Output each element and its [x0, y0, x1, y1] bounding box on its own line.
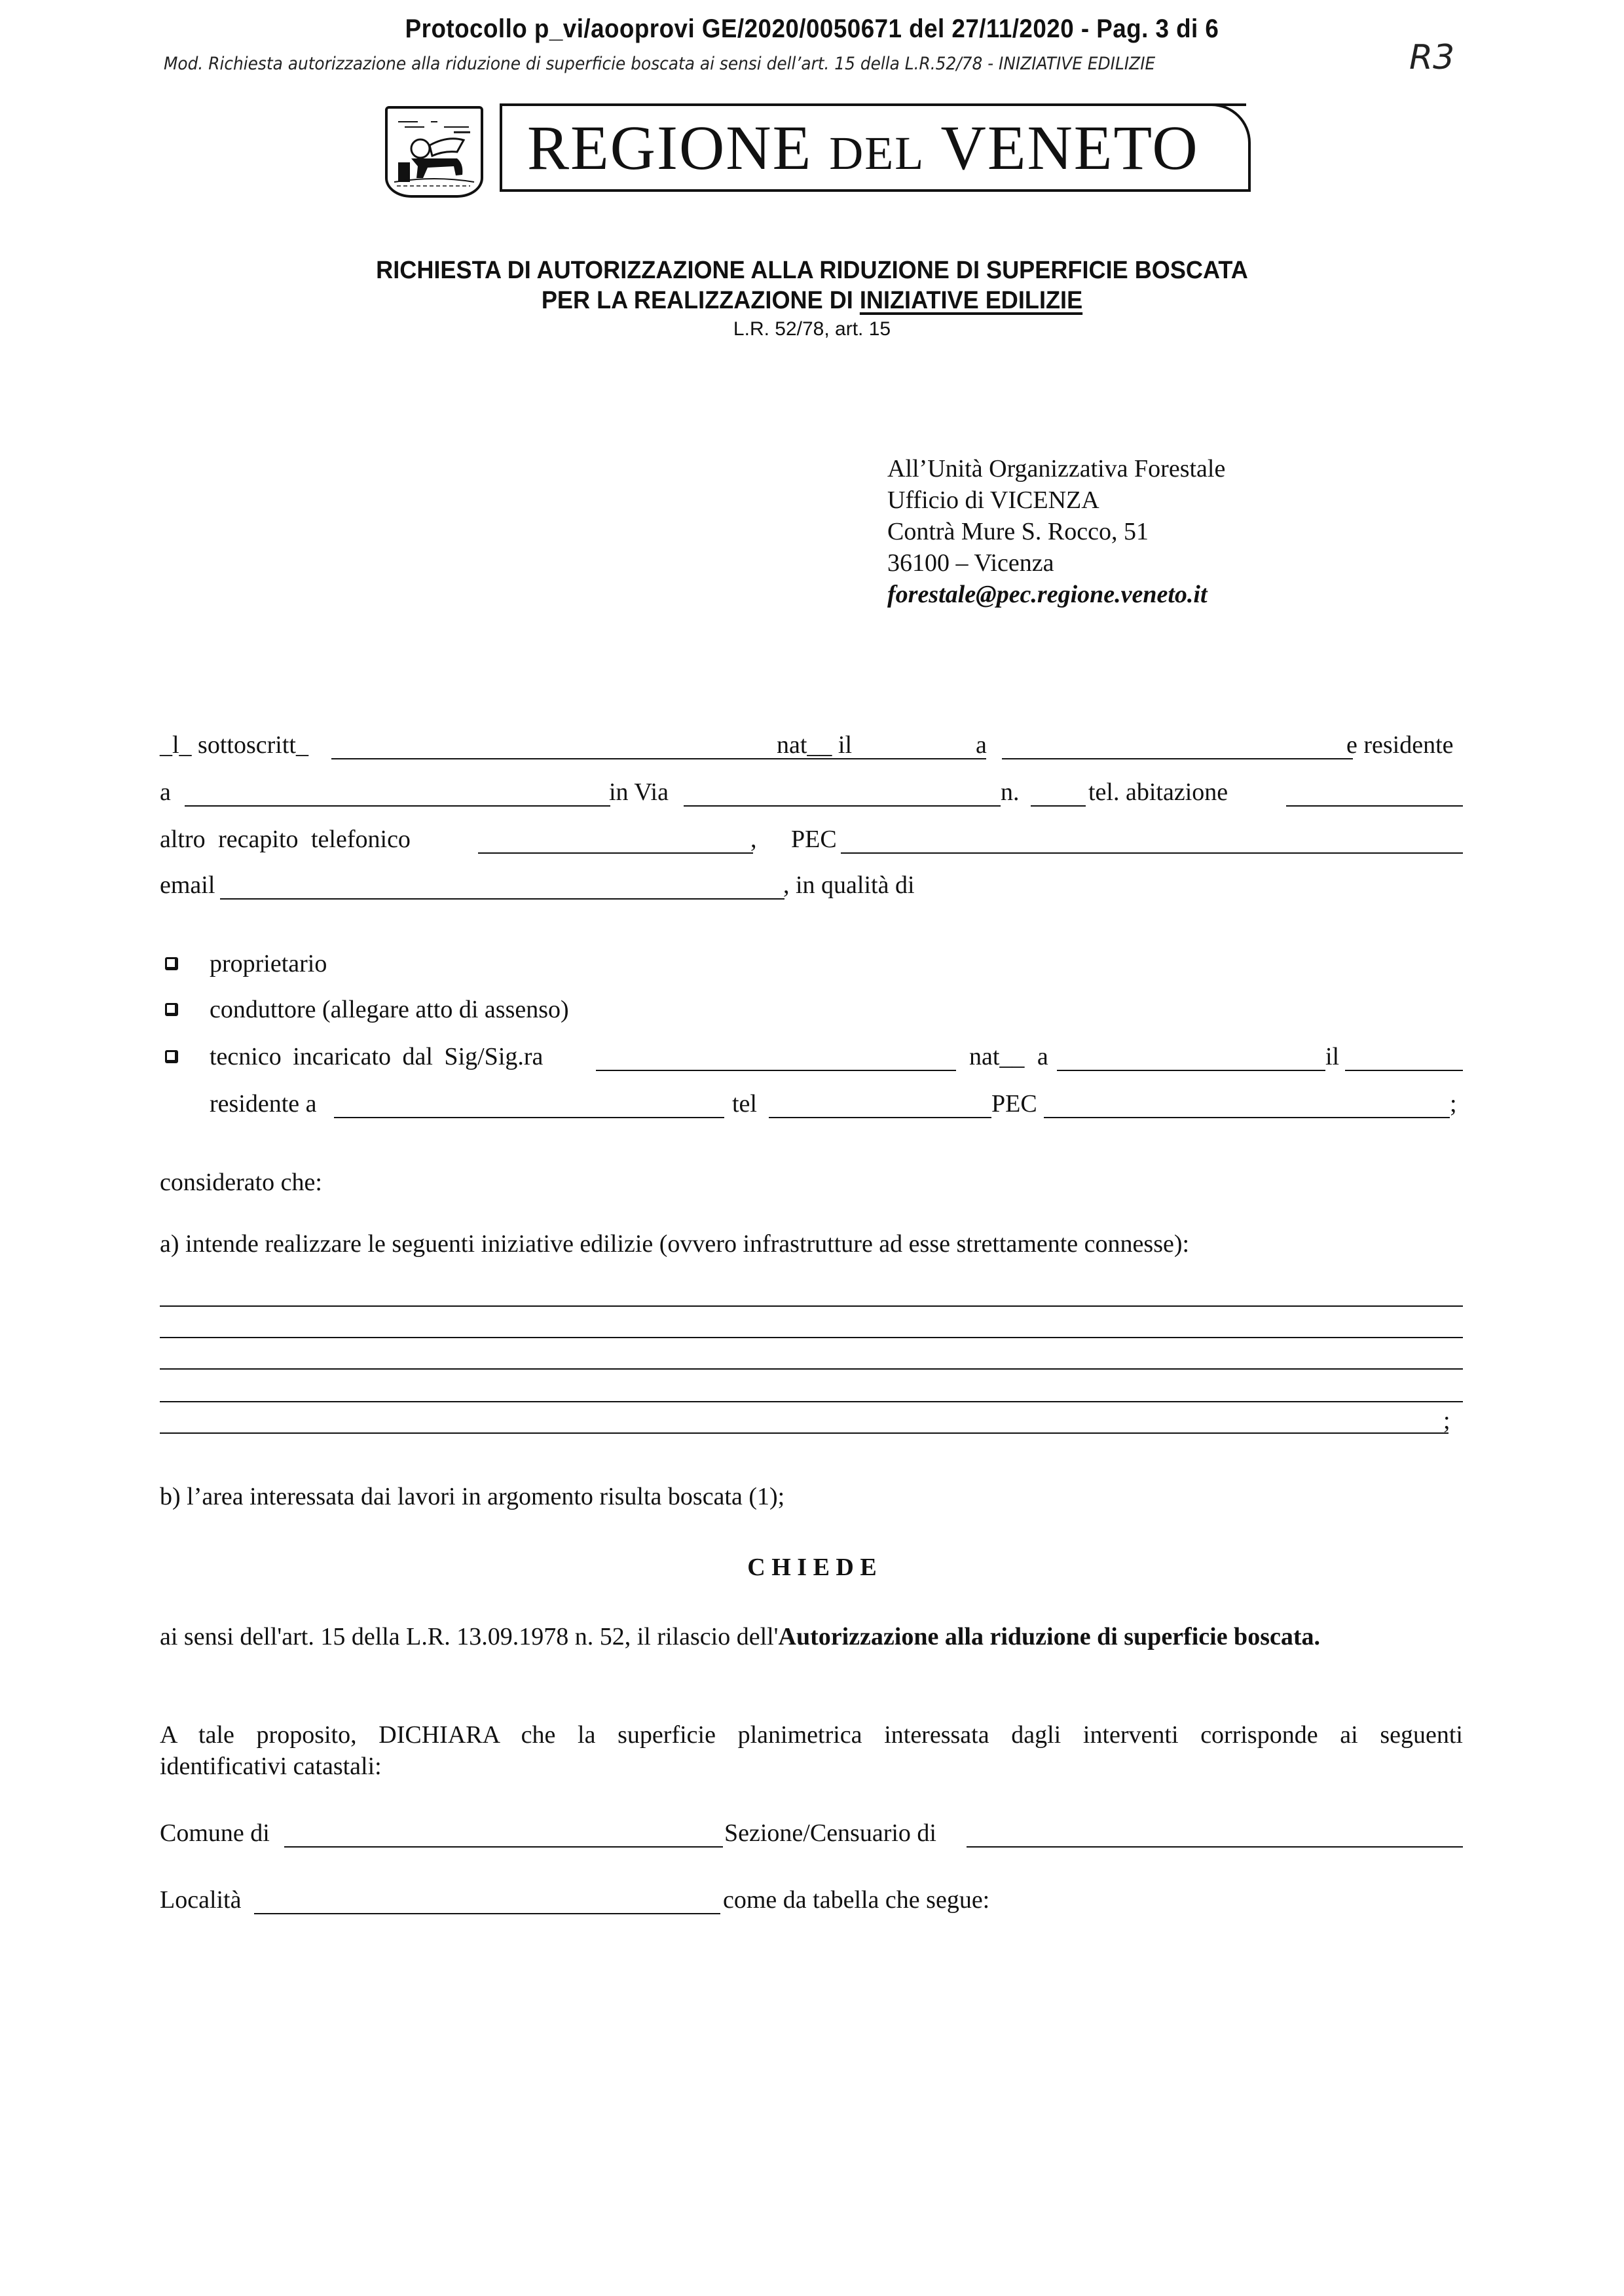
- resident-label: e residente: [1346, 731, 1454, 759]
- tenant-label: conduttore (allegare atto di assenso): [210, 996, 569, 1023]
- document-title-line1: RICHIESTA DI AUTORIZZAZIONE ALLA RIDUZIONE DI SUPERFICIE BOSCATA: [376, 257, 1248, 284]
- recipient-branch: Ufficio di VICENZA: [887, 486, 1099, 514]
- technician-checkbox[interactable]: [165, 1050, 178, 1063]
- capacity-option-technician: [160, 1042, 1463, 1074]
- title-line2-underlined: INIZIATIVE EDILIZIE: [859, 287, 1083, 314]
- client-pec-label: PEC: [991, 1090, 1037, 1118]
- declaration-line-1: A tale proposito, DICHIARA che la superficie planimetrica interessata dagli interventi corrisponde ai seguenti: [160, 1721, 1463, 1749]
- section-field[interactable]: [967, 1846, 1463, 1848]
- works-description-end: ;: [1443, 1407, 1450, 1434]
- region-logo-text: [527, 111, 1199, 184]
- table-reference: come da tabella che segue:: [723, 1886, 990, 1914]
- municipality-field[interactable]: [284, 1846, 723, 1848]
- comma-separator: ,: [750, 826, 757, 853]
- capacity-label: , in qualità di: [783, 871, 915, 899]
- cadastral-row-2: [160, 1886, 1463, 1917]
- recipient-office: All’Unità Organizzativa Forestale: [887, 455, 1226, 483]
- recipient-pec-email[interactable]: forestale@pec.regione.veneto.it: [887, 581, 1208, 608]
- client-name-field[interactable]: [596, 1070, 956, 1071]
- other-phone-field[interactable]: [478, 852, 753, 854]
- law-reference: L.R. 52/78, art. 15: [733, 318, 891, 340]
- works-description-line-1[interactable]: [160, 1305, 1463, 1307]
- request-text: [160, 1622, 1463, 1654]
- street-number-label: n.: [1001, 778, 1020, 806]
- logo-word-regione: REGIONE: [527, 113, 813, 183]
- client-tel-label: tel: [732, 1090, 757, 1118]
- capacity-option-owner: [160, 949, 1463, 981]
- pec-field[interactable]: [841, 852, 1463, 854]
- street-label: in Via: [609, 778, 669, 806]
- other-phone-label: altro recapito telefonico: [160, 826, 411, 853]
- client-tel-field[interactable]: [769, 1117, 991, 1118]
- logo-word-veneto: VENETO: [940, 113, 1199, 183]
- locality-field[interactable]: [254, 1913, 720, 1914]
- request-text-prefix: ai sensi dell'art. 15 della L.R. 13.09.1978 n. 52, il rilascio dell': [160, 1623, 779, 1650]
- owner-label: proprietario: [210, 950, 327, 977]
- locality-label: Località: [160, 1886, 242, 1914]
- logo-word-del: DEL: [829, 127, 925, 179]
- birth-place-field[interactable]: [1002, 758, 1353, 759]
- applicant-row-3: [160, 825, 1463, 856]
- protocol-header: Protocollo p_vi/aooprovi GE/2020/0050671 del 27/11/2020 - Pag. 3 di 6: [405, 14, 1219, 43]
- client-resident-label: residente a: [210, 1090, 317, 1118]
- recipient-street: Contrà Mure S. Rocco, 51: [887, 518, 1149, 545]
- street-field[interactable]: [684, 805, 1001, 807]
- applicant-row-1: [160, 731, 1463, 762]
- client-born-on-label: il: [1325, 1043, 1340, 1070]
- resident-at-label: a: [160, 778, 171, 806]
- document-title-line2: [41, 287, 1583, 315]
- works-description-line-2[interactable]: [160, 1337, 1463, 1338]
- works-description-line-4[interactable]: [160, 1401, 1463, 1402]
- title-line2-prefix: PER LA REALIZZAZIONE DI: [541, 287, 860, 314]
- client-row-end: ;: [1450, 1090, 1457, 1118]
- declaration-line-2: identificativi catastali:: [160, 1753, 382, 1780]
- owner-checkbox[interactable]: [165, 957, 178, 970]
- subscriber-label: _l_ sottoscritt_: [160, 731, 308, 759]
- pec-label: PEC: [791, 826, 837, 853]
- works-description-line-5[interactable]: [160, 1432, 1449, 1434]
- client-born-label: nat__ a: [969, 1043, 1048, 1070]
- client-residence-field[interactable]: [334, 1117, 724, 1118]
- capacity-option-tenant: [160, 995, 1463, 1027]
- consideration-a: a) intende realizzare le seguenti iniziative edilizie (ovvero infrastrutture ad esse strettamente connesse):: [160, 1230, 1190, 1258]
- technician-row-2: [160, 1089, 1463, 1121]
- street-number-field[interactable]: [1031, 805, 1086, 807]
- born-on-label: nat__ il: [777, 731, 853, 759]
- tenant-checkbox[interactable]: [165, 1003, 178, 1016]
- consideration-b: b) l’area interessata dai lavori in argomento risulta boscata (1);: [160, 1483, 785, 1510]
- client-pec-field[interactable]: [1044, 1117, 1450, 1118]
- recipient-address: [887, 453, 1225, 610]
- home-phone-label: tel. abitazione: [1088, 778, 1228, 806]
- handwritten-stamp: R3: [1409, 38, 1455, 77]
- residence-city-field[interactable]: [185, 805, 610, 807]
- technician-label: tecnico incaricato dal Sig/Sig.ra: [210, 1043, 544, 1070]
- birth-date-field[interactable]: [877, 758, 986, 759]
- form-model-line: Mod. Richiesta autorizzazione alla riduzione di superficie boscata ai sensi dell’art. 15 della L.R.52/78 - INIZIATIVE EDILIZIE: [164, 54, 1156, 74]
- section-label: Sezione/Censuario di: [724, 1819, 936, 1847]
- applicant-row-2: [160, 778, 1463, 809]
- email-field[interactable]: [220, 898, 784, 900]
- client-birth-date-field[interactable]: [1345, 1070, 1463, 1071]
- applicant-row-4: [160, 871, 1463, 902]
- municipality-label: Comune di: [160, 1819, 270, 1847]
- home-phone-field[interactable]: [1286, 805, 1463, 807]
- client-birth-place-field[interactable]: [1057, 1070, 1325, 1071]
- born-at-label: a: [976, 731, 987, 759]
- cadastral-row-1: [160, 1819, 1463, 1850]
- works-description-line-3[interactable]: [160, 1368, 1463, 1370]
- lion-of-st-mark-crest-icon: [385, 106, 483, 198]
- email-label: email: [160, 871, 215, 899]
- request-heading: C H I E D E: [747, 1554, 877, 1581]
- considerations-heading: considerato che:: [160, 1169, 322, 1196]
- request-text-bold: Autorizzazione alla riduzione di superficie boscata.: [778, 1623, 1320, 1650]
- recipient-city: 36100 – Vicenza: [887, 549, 1054, 577]
